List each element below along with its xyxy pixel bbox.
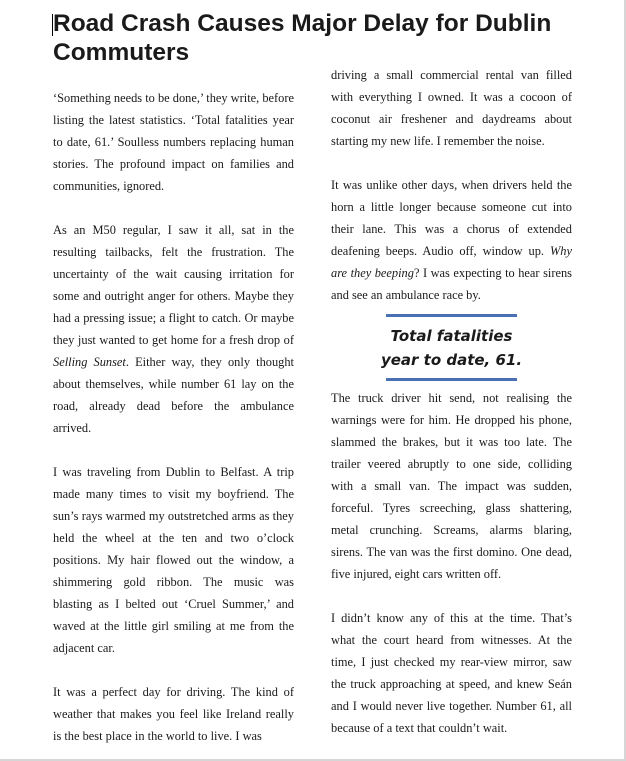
paragraph[interactable]: ‘Something needs to be done,’ they write, before listing the latest statistics. ‘Total fatalities year to date, 61.’ Soulless numbers replacing human stories. The profound impact on families and communities, ignored.: [53, 91, 294, 193]
emphasis-text: Why are they beeping: [331, 244, 572, 280]
paragraph-text: As an M50 regular, I saw it all, sat in the resulting tailbacks, felt the frustration. The uncertainty of the wait causing irritation for some and outright anger for others. Maybe they had a pressing issue; a flight to catch. Or maybe they just wanted to get home for a fresh drop of: [53, 223, 294, 347]
paragraph[interactable]: I was traveling from Dublin to Belfast. A trip made many times to visit my boyfriend. The sun’s rays warmed my outstretched arms as they held the wheel at the ten and two o’clock positions. My hair flowed out the window, a shimmering gold ribbon. The music was blasting as I belted out ‘Cruel Summer,’ and waved at the little girl smiling at me from the adjacent car.: [53, 465, 294, 655]
pull-quote-line: year to date, 61.: [380, 351, 523, 369]
paragraph[interactable]: The truck driver hit send, not realising the warnings were for him. He dropped his phone, slammed the brakes, but it was too late. The trailer veered abruptly to one side, colliding with a small van. The impact was sudden, forceful. Tyres screeching, glass shattering, metal crunching. Screams, alarms blaring, sirens. The van was the first domino. One dead, five injured, eight cars written off.: [331, 391, 572, 581]
paragraph-text: ? I was expecting to hear sirens and see an ambulance race by.: [331, 266, 572, 302]
pull-quote-line: Total fatalities: [390, 327, 513, 345]
paragraph-text: . Either way, they only thought about themselves, while number 61 lay on the road, already dead before the ambulance arrived.: [53, 355, 294, 435]
left-column: [53, 87, 294, 747]
paragraph[interactable]: [331, 174, 572, 306]
paragraph-text: It was unlike other days, when drivers held the horn a little longer because someone cut into their lane. This was a chorus of extended deafening beeps. Audio off, window up.: [331, 178, 572, 258]
paragraph[interactable]: [53, 219, 294, 439]
paragraph[interactable]: driving a small commercial rental van filled with everything I owned. It was a cocoon of coconut air freshener and daydreams about starting my new life. I remember the noise.: [331, 68, 572, 148]
show-title: Selling Sunset: [53, 355, 126, 369]
pull-quote-rule-bottom: [386, 378, 517, 381]
pull-quote: [331, 314, 572, 381]
pull-quote-text[interactable]: [331, 317, 572, 378]
article-title[interactable]: Road Crash Causes Major Delay for Dublin Commuters: [53, 10, 552, 66]
paragraph[interactable]: It was a perfect day for driving. The kind of weather that makes you feel like Ireland really is the best place in the world to live. I was: [53, 685, 294, 743]
right-column: [331, 64, 572, 739]
paragraph[interactable]: I didn’t know any of this at the time. That’s what the court heard from witnesses. At the time, I just checked my rear-view mirror, saw the truck approaching at speed, and knew Seán and I would never live together. Number 61, all because of a text that couldn’t wait.: [331, 611, 572, 735]
